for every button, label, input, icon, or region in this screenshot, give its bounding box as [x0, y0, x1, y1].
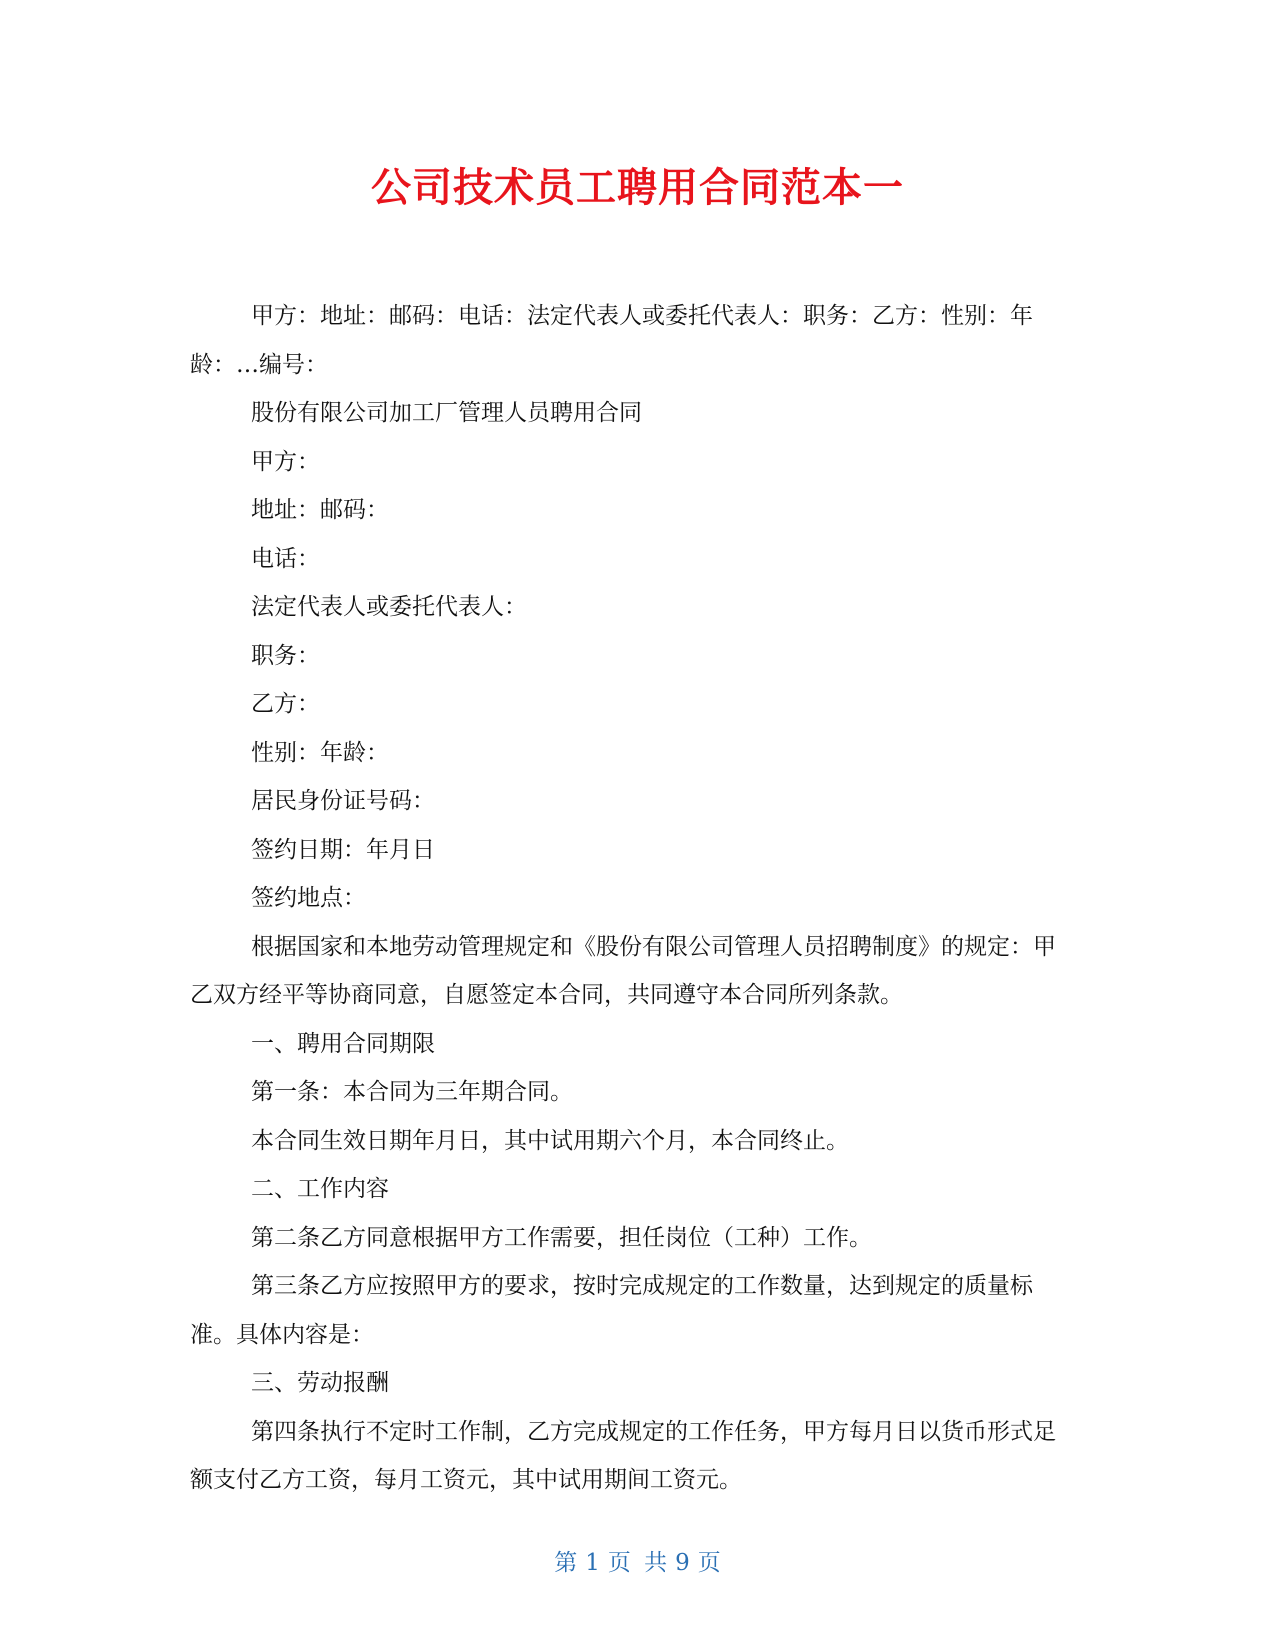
footer-total-pages: 9 — [675, 1550, 690, 1576]
paragraph-address: 地址：邮码： — [251, 497, 389, 523]
section-heading-term: 一、聘用合同期限 — [251, 1030, 435, 1057]
paragraph-preamble: 根据国家和本地劳动管理规定和《股份有限公司管理人员招聘制度》的规定：甲乙双方经平等协商同意，自愿签定本合同，共同遵守本合同所列条款。 — [190, 933, 1056, 1008]
section-heading-work: 二、工作内容 — [251, 1176, 389, 1202]
paragraph-gender-age: 性别：年龄： — [251, 739, 389, 766]
paragraph-party-b: 乙方： — [251, 691, 320, 717]
paragraph-phone: 电话： — [251, 545, 320, 572]
paragraph-party-info: 甲方：地址：邮码：电话：法定代表人或委托代表人：职务：乙方：性别：年龄：…编号： — [190, 303, 1033, 378]
document-title: 公司技术员工聘用合同范本一 — [371, 165, 904, 211]
section-heading-pay: 三、劳动报酬 — [251, 1370, 389, 1396]
paragraph-position: 职务： — [251, 642, 320, 669]
footer-prefix: 第 — [554, 1550, 578, 1576]
paragraph-sign-date: 签约日期：年月日 — [251, 836, 435, 863]
paragraph-article-1: 第一条：本合同为三年期合同。 — [251, 1079, 573, 1105]
paragraph-party-a: 甲方： — [251, 448, 320, 475]
document-body — [190, 292, 1078, 1505]
paragraph-article-2: 第二条乙方同意根据甲方工作需要，担任岗位（工种）工作。 — [251, 1224, 872, 1251]
footer-page-number: 1 — [585, 1550, 600, 1576]
page-footer — [0, 1548, 1275, 1578]
footer-middle: 页 共 — [607, 1550, 668, 1576]
paragraph-sign-place: 签约地点： — [251, 885, 366, 911]
paragraph-contract-name: 股份有限公司加工厂管理人员聘用合同 — [251, 400, 642, 426]
paragraph-article-4: 第四条执行不定时工作制，乙方完成规定的工作任务，甲方每月日以货币形式足额支付乙方工资，每月工资元，其中试用期间工资元。 — [190, 1418, 1056, 1493]
paragraph-representative: 法定代表人或委托代表人： — [251, 594, 527, 620]
paragraph-id-number: 居民身份证号码： — [251, 788, 435, 814]
paragraph-effective-date: 本合同生效日期年月日，其中试用期六个月，本合同终止。 — [251, 1127, 849, 1154]
paragraph-article-3: 第三条乙方应按照甲方的要求，按时完成规定的工作数量，达到规定的质量标准。具体内容是： — [190, 1273, 1033, 1348]
footer-suffix: 页 — [697, 1550, 721, 1576]
